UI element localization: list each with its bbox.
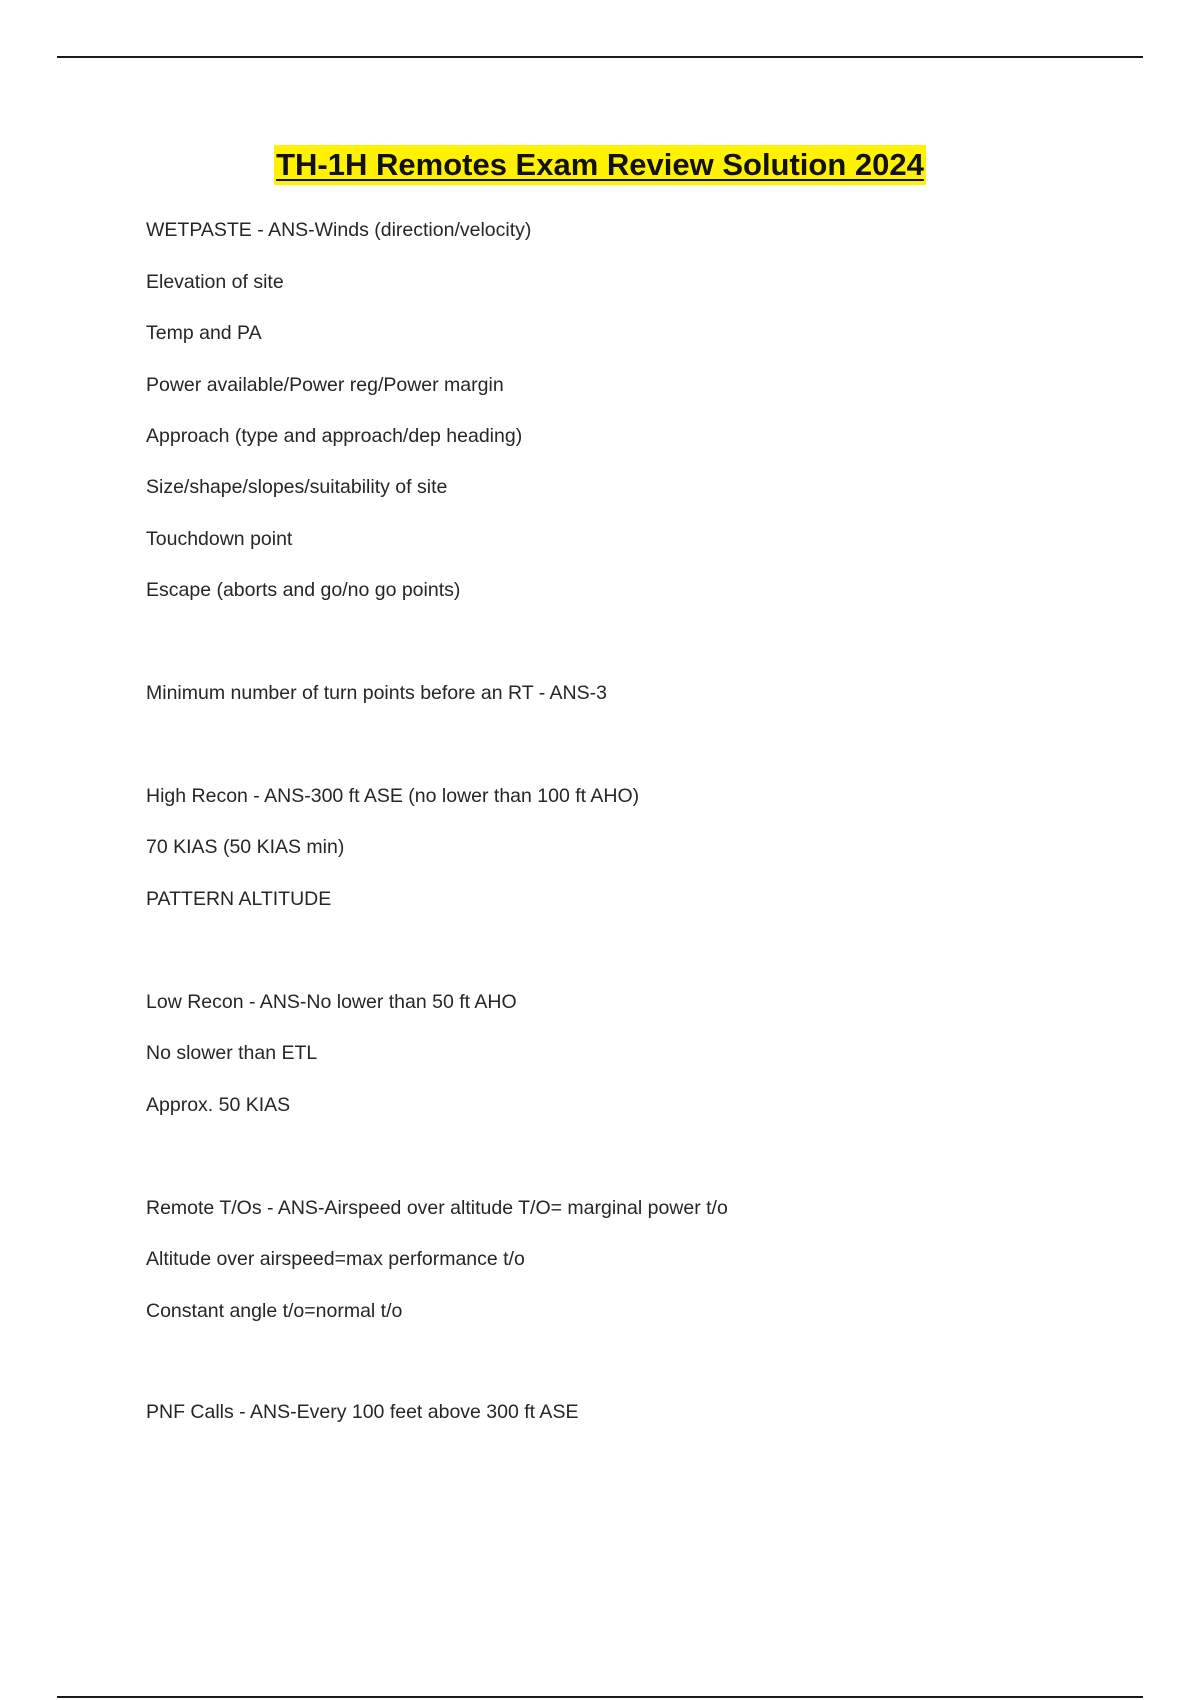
qa-line: No slower than ETL <box>146 1042 318 1064</box>
qa-line: Temp and PA <box>146 322 262 344</box>
qa-line-turn-points: Minimum number of turn points before an RT - ANS-3 <box>146 682 607 704</box>
qa-line: Touchdown point <box>146 528 293 550</box>
header-rule <box>57 56 1143 58</box>
qa-line: PATTERN ALTITUDE <box>146 888 332 910</box>
qa-line: Escape (aborts and go/no go points) <box>146 579 461 601</box>
qa-line: Power available/Power reg/Power margin <box>146 374 504 396</box>
qa-line: 70 KIAS (50 KIAS min) <box>146 836 345 858</box>
document-title: TH-1H Remotes Exam Review Solution 2024 <box>274 145 926 185</box>
qa-line-wetpaste: WETPASTE - ANS-Winds (direction/velocity) <box>146 219 532 241</box>
qa-line-low-recon: Low Recon - ANS-No lower than 50 ft AHO <box>146 991 517 1013</box>
qa-line: Constant angle t/o=normal t/o <box>146 1300 403 1322</box>
title-container <box>0 145 1200 185</box>
qa-line: Approx. 50 KIAS <box>146 1094 291 1116</box>
qa-line-high-recon: High Recon - ANS-300 ft ASE (no lower than 100 ft AHO) <box>146 785 640 807</box>
qa-line-remote-tos: Remote T/Os - ANS-Airspeed over altitude T/O= marginal power t/o <box>146 1197 728 1219</box>
qa-line: Altitude over airspeed=max performance t/o <box>146 1248 525 1270</box>
qa-line: Approach (type and approach/dep heading) <box>146 425 523 447</box>
qa-line-pnf-calls: PNF Calls - ANS-Every 100 feet above 300 ft ASE <box>146 1401 579 1423</box>
footer-rule <box>57 1696 1143 1698</box>
qa-line: Elevation of site <box>146 271 284 293</box>
qa-line: Size/shape/slopes/suitability of site <box>146 476 448 498</box>
